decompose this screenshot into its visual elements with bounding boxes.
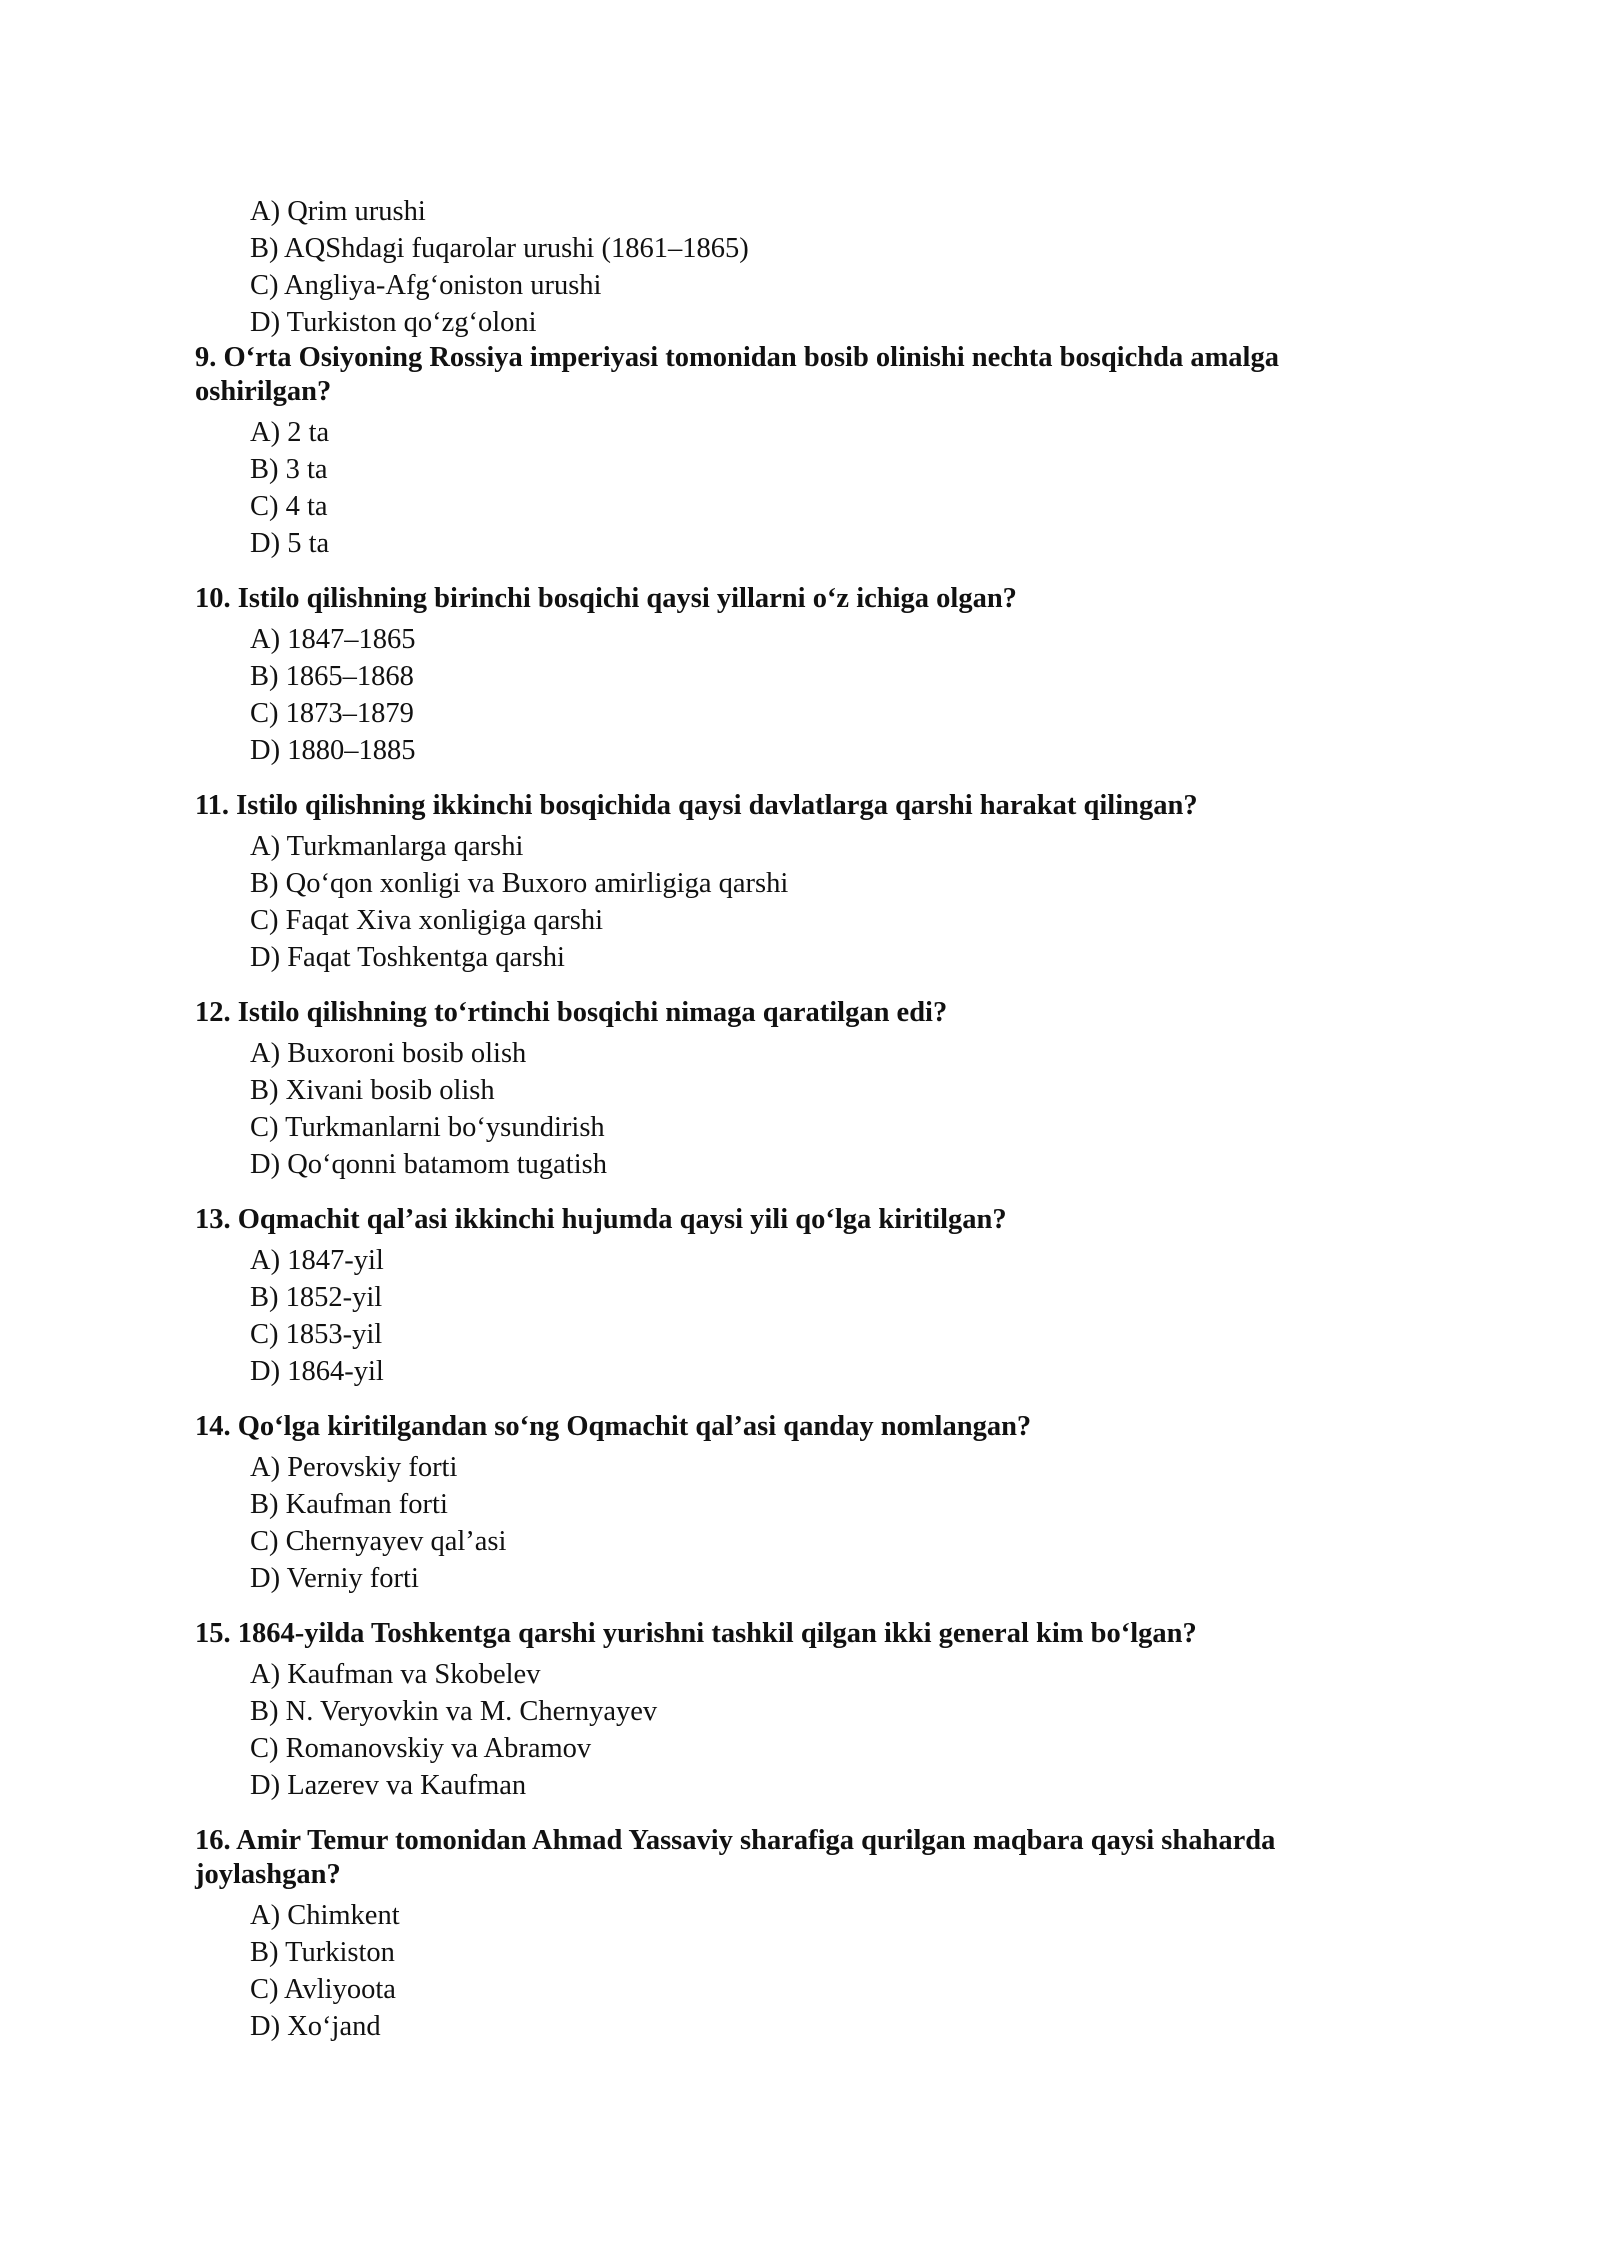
option-c: C) Chernyayev qal’asi (250, 1526, 507, 1557)
answer-options (195, 1656, 1395, 1804)
question-text: 9. O‘rta Osiyoning Rossiya imperiyasi tomonidan bosib olinishi nechta bosqichda amalga oshirilgan? (195, 342, 1279, 407)
option-b: B) 3 ta (250, 454, 328, 485)
option-b: B) Turkiston (250, 1937, 395, 1968)
question-14 (195, 1410, 1395, 1597)
option-d: D) 1864-yil (250, 1356, 384, 1387)
option-c: C) Romanovskiy va Abramov (250, 1733, 592, 1764)
option-d: D) Xo‘jand (250, 2011, 381, 2042)
question-9 (195, 341, 1395, 562)
answer-options (195, 1897, 1395, 2045)
question-text: 15. 1864-yilda Toshkentga qarshi yurishni tashkil qilgan ikki general kim bo‘lgan? (195, 1618, 1197, 1649)
option-d: D) Faqat Toshkentga qarshi (250, 942, 565, 973)
question-13 (195, 1203, 1395, 1390)
quiz-content (195, 193, 1395, 2065)
answer-options (195, 621, 1395, 769)
option-d: D) 1880–1885 (250, 735, 416, 766)
option-c: C) Turkmanlarni bo‘ysundirish (250, 1112, 605, 1143)
question-11 (195, 789, 1395, 976)
answer-options (195, 1449, 1395, 1597)
option-d: D) Turkiston qo‘zg‘oloni (250, 307, 537, 338)
option-c: C) 1853-yil (250, 1319, 383, 1350)
question-text: 10. Istilo qilishning birinchi bosqichi qaysi yillarni o‘z ichiga olgan? (195, 583, 1017, 614)
option-d: D) Verniy forti (250, 1563, 419, 1594)
option-b: B) N. Veryovkin va M. Chernyayev (250, 1696, 658, 1727)
question-text: 11. Istilo qilishning ikkinchi bosqichida qaysi davlatlarga qarshi harakat qilingan? (195, 790, 1198, 821)
answer-options (195, 1242, 1395, 1390)
option-b: B) 1852-yil (250, 1282, 383, 1313)
option-a: A) Qrim urushi (250, 196, 426, 227)
previous-question-options (195, 193, 1395, 341)
option-a: A) Turkmanlarga qarshi (250, 831, 524, 862)
option-a: A) Chimkent (250, 1900, 400, 1931)
question-10 (195, 582, 1395, 769)
option-b: B) 1865–1868 (250, 661, 414, 692)
option-a: A) 1847-yil (250, 1245, 384, 1276)
option-d: D) Qo‘qonni batamom tugatish (250, 1149, 607, 1180)
option-a: A) 2 ta (250, 417, 330, 448)
option-a: A) Buxoroni bosib olish (250, 1038, 527, 1069)
option-b: B) AQShdagi fuqarolar urushi (1861–1865) (250, 233, 749, 264)
answer-options (195, 414, 1395, 562)
option-c: C) Faqat Xiva xonligiga qarshi (250, 905, 604, 936)
option-c: C) Avliyoota (250, 1974, 396, 2005)
answer-options (195, 1035, 1395, 1183)
option-a: A) 1847–1865 (250, 624, 416, 655)
option-b: B) Qo‘qon xonligi va Buxoro amirligiga qarshi (250, 868, 789, 899)
question-12 (195, 996, 1395, 1183)
question-16 (195, 1824, 1395, 2045)
option-c: C) 4 ta (250, 491, 328, 522)
question-text: 14. Qo‘lga kiritilgandan so‘ng Oqmachit qal’asi qanday nomlangan? (195, 1411, 1032, 1442)
option-c: C) Angliya-Afg‘oniston urushi (250, 270, 602, 301)
option-b: B) Kaufman forti (250, 1489, 448, 1520)
question-text: 12. Istilo qilishning to‘rtinchi bosqichi nimaga qaratilgan edi? (195, 997, 948, 1028)
option-b: B) Xivani bosib olish (250, 1075, 495, 1106)
question-text: 13. Oqmachit qal’asi ikkinchi hujumda qaysi yili qo‘lga kiritilgan? (195, 1204, 1007, 1235)
question-text: 16. Amir Temur tomonidan Ahmad Yassaviy sharafiga qurilgan maqbara qaysi shaharda joylashgan? (195, 1825, 1276, 1890)
option-a: A) Perovskiy forti (250, 1452, 458, 1483)
answer-options (195, 828, 1395, 976)
option-c: C) 1873–1879 (250, 698, 414, 729)
question-15 (195, 1617, 1395, 1804)
option-a: A) Kaufman va Skobelev (250, 1659, 541, 1690)
option-d: D) Lazerev va Kaufman (250, 1770, 527, 1801)
option-d: D) 5 ta (250, 528, 330, 559)
